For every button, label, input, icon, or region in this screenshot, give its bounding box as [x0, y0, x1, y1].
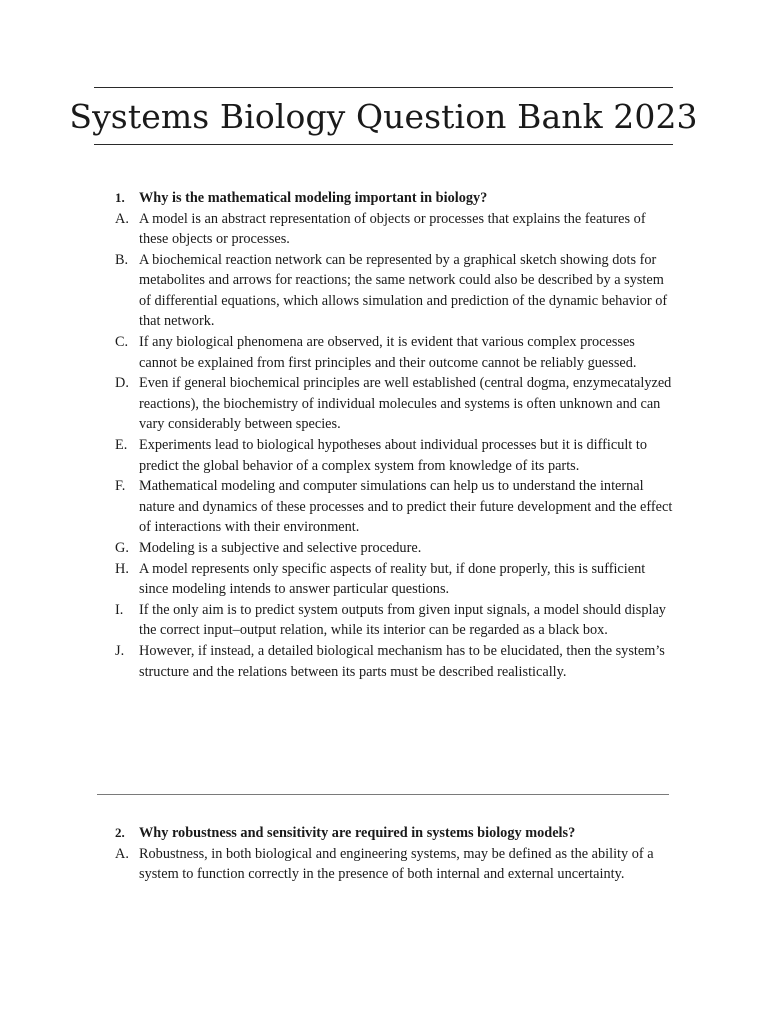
answer-item — [115, 600, 675, 641]
answer-letter: E. — [115, 437, 128, 454]
question-1 — [115, 188, 675, 682]
answer-letter: G. — [115, 540, 129, 556]
title-block — [69, 87, 698, 145]
answer-item — [115, 559, 675, 600]
question-number: 2. — [115, 825, 125, 840]
answer-text: Modeling is a subjective and selective procedure. — [139, 540, 422, 556]
answer-item — [115, 209, 675, 250]
answer-letter: J. — [115, 642, 125, 659]
answer-letter: D. — [115, 375, 129, 392]
answer-item — [115, 373, 675, 435]
answer-text: Experiments lead to biological hypotheses about individual processes but it is difficult to predict the global behavior of a complex system from knowledge of its parts. — [139, 437, 647, 474]
answer-item — [115, 844, 675, 885]
answer-text: Even if general biochemical principles are well established (central dogma, enzymecatalyzed reactions), the biochemistry of individual molecules and systems is often unknown and can vary considerably between species. — [139, 375, 672, 433]
answer-text: A biochemical reaction network can be represented by a graphical sketch showing dots for metabolites and arrows for reactions; the same network could also be described by a system of differential equations, which allows simulation and prediction of the dynamic behavior of that network. — [139, 251, 668, 330]
answer-letter: A. — [115, 210, 129, 227]
answer-text: However, if instead, a detailed biological mechanism has to be elucidated, then the system’s structure and the relations between its parts must be described realistically. — [139, 642, 665, 680]
answer-item — [115, 538, 675, 559]
section-divider — [97, 794, 669, 795]
answer-item — [115, 476, 675, 538]
answer-letter: H. — [115, 560, 129, 577]
answer-letter: A. — [115, 845, 129, 862]
answer-list — [115, 209, 675, 683]
answer-item — [115, 250, 675, 332]
answer-list — [115, 844, 675, 885]
question-text: Why robustness and sensitivity are required in systems biology models? — [139, 825, 576, 841]
answer-text: If any biological phenomena are observed, it is evident that various complex processes cannot be explained from first principles and their outcome cannot be reliably guessed. — [139, 334, 637, 371]
answer-text: Robustness, in both biological and engineering systems, may be defined as the ability of a system to function correctly in the presence of both internal and external uncertainty. — [139, 845, 654, 883]
answer-item — [115, 641, 675, 682]
answer-item — [115, 435, 675, 476]
question-2 — [115, 823, 675, 885]
answer-letter: B. — [115, 251, 129, 268]
answer-text: A model represents only specific aspects of reality but, if done properly, this is sufficient since modeling intends to answer particular questions. — [139, 560, 646, 598]
answer-text: If the only aim is to predict system outputs from given input signals, a model should display the correct input–output relation, while its interior can be regarded as a black box. — [139, 601, 666, 639]
answer-letter: I. — [115, 601, 124, 618]
answer-letter: F. — [115, 478, 126, 495]
page-title: Systems Biology Question Bank 2023 — [69, 96, 698, 136]
question-number: 1. — [115, 190, 125, 205]
answer-text: A model is an abstract representation of objects or processes that explains the features of these objects or processes. — [139, 210, 646, 248]
answer-text: Mathematical modeling and computer simulations can help us to understand the internal nature and dynamics of these processes and to predict their future development and the effect of interactions with their environment. — [139, 478, 673, 536]
answer-item — [115, 332, 675, 373]
question-heading — [115, 188, 675, 209]
question-heading — [115, 823, 675, 844]
question-text: Why is the mathematical modeling important in biology? — [139, 190, 488, 206]
answer-letter: C. — [115, 334, 129, 351]
